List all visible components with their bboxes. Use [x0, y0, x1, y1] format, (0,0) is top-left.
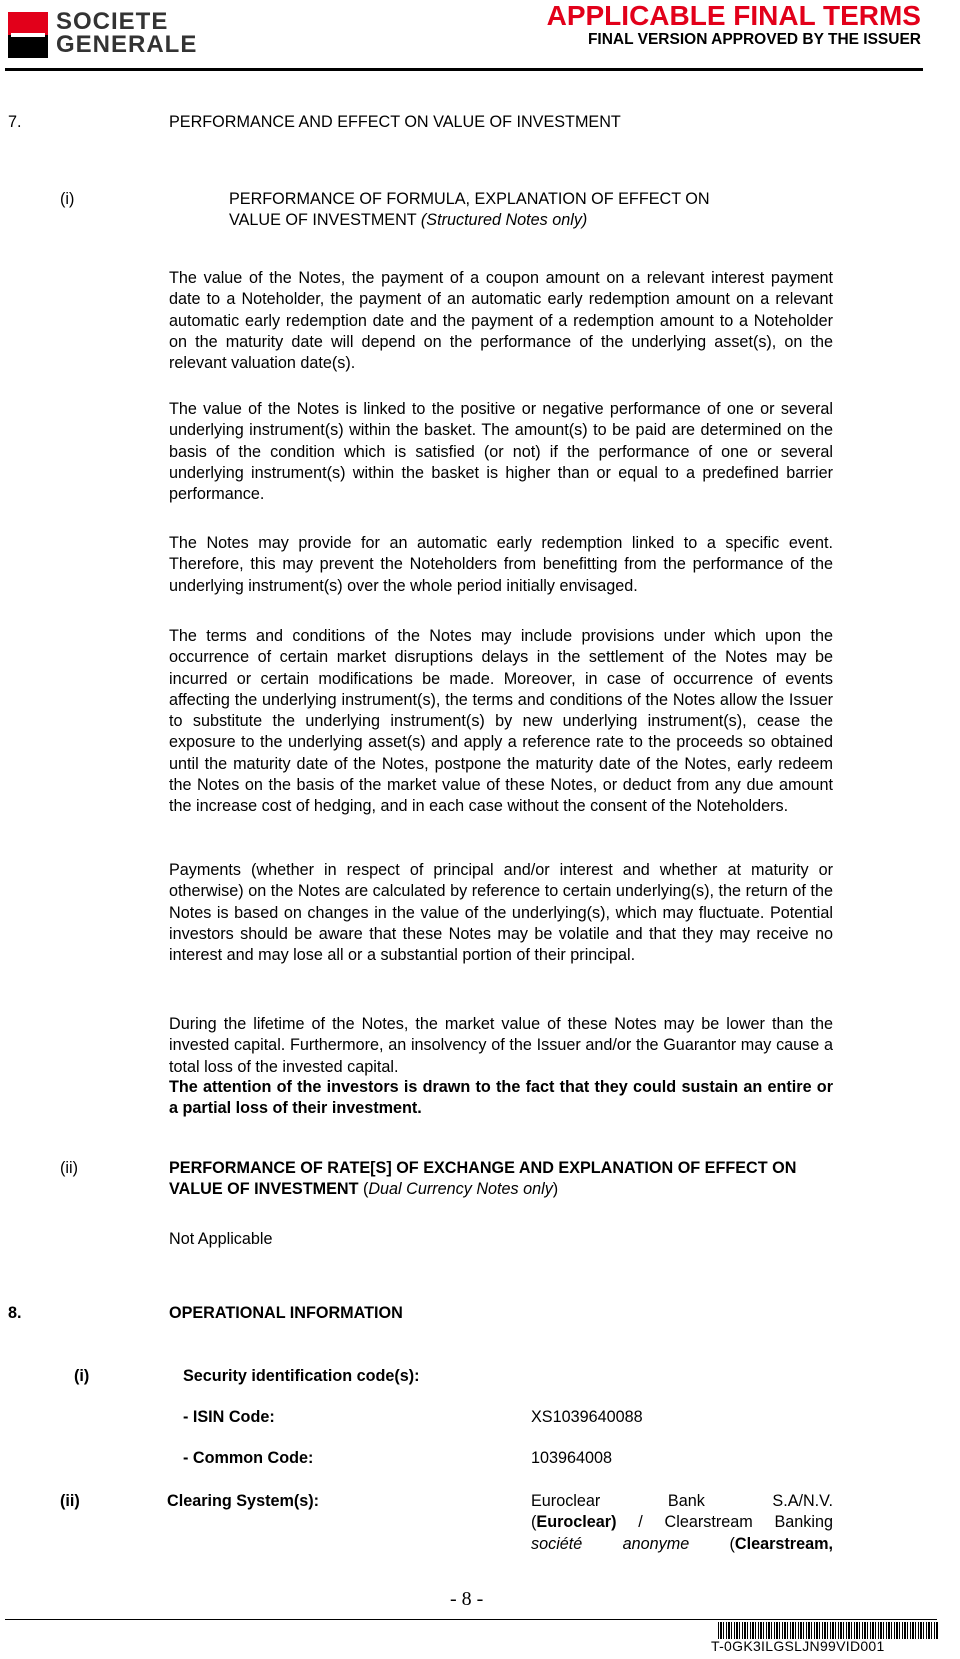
section-7-heading: PERFORMANCE AND EFFECT ON VALUE OF INVESTMENT — [169, 113, 621, 131]
societe-generale-logo-text: SOCIETE GENERALE — [56, 8, 198, 58]
paragraph-4: The terms and conditions of the Notes may include provisions under which upon the occurrence of certain market disruptions delays in the settlement of the Notes may be incurred or certain modifications be made. Moreover, in case of occurrence of events affecting the underlying instrument(s), the terms and conditions of the Notes allow the Issuer to substitute the underlying instrument(s) by new underlying instrument(s), cease the exposure to the underlying asset(s) and apply a reference rate to the proceeds so obtained until the maturity date of the Notes, postpone the maturity date of the Notes, early redeem the Notes on the basis of the market value of these Notes, or deduct from any due amount the increase cost of hedging, and in each case without the consent of the Noteholders. — [169, 627, 833, 816]
section-7-i-heading-qualifier: (Structured Notes only) — [420, 211, 588, 230]
section-8-number: 8. — [8, 1304, 22, 1322]
page-number: - 8 - — [450, 1588, 484, 1610]
paragraph-5: Payments (whether in respect of principal and/or interest and whether at maturity or otherwise) on the Notes are calculated by reference to certain underlying(s), the return of the Notes is based on changes in the value of the underlying(s), which may fluctuate. Potential investors should be aware that these Notes may be volatile and that they may receive no interest and may lose all or a substantial portion of their principal. — [169, 861, 833, 965]
document-subtitle: FINAL VERSION APPROVED BY THE ISSUER — [587, 31, 921, 48]
section-7-ii-value: Not Applicable — [169, 1230, 273, 1248]
section-7-ii-label: (ii) — [60, 1159, 78, 1177]
paragraph-3: The Notes may provide for an automatic early redemption linked to a specific event. Therefore, this may prevent the Noteholders from benefitting from the performance of the underlying instrument(s) over the whole period initially envisaged. — [169, 534, 833, 595]
paragraph-1: The value of the Notes, the payment of a coupon amount on a relevant interest payment date to a Noteholder, the payment of an automatic early redemption amount on a relevant automatic early redemption date and the payment of a redemption amount to a Noteholder on the maturity date will depend on the performance of the underlying asset(s), on the relevant valuation date(s). — [169, 269, 833, 373]
risk-warning: The attention of the investors is drawn to the fact that they could sustain an entire or a partial loss of their investment. — [169, 1078, 833, 1118]
common-code-value: 103964008 — [531, 1449, 613, 1467]
isin-value: XS1039640088 — [531, 1408, 643, 1426]
barcode-text: T-0GK3ILGSLJN99VID001 — [711, 1638, 885, 1654]
footer-divider — [5, 1619, 937, 1620]
section-8-ii-label: (ii) — [60, 1492, 80, 1510]
societe-generale-logo-mark — [8, 12, 48, 58]
section-7-i-label: (i) — [60, 190, 75, 208]
isin-label: - ISIN Code: — [183, 1408, 275, 1426]
header-divider — [5, 68, 923, 71]
section-8-heading: OPERATIONAL INFORMATION — [169, 1304, 403, 1322]
common-code-label: - Common Code: — [183, 1449, 314, 1467]
security-codes-heading: Security identification code(s): — [183, 1367, 420, 1385]
section-7-i-heading: PERFORMANCE OF FORMULA, EXPLANATION OF EFFECT ON VALUE OF INVESTMENT (Structured Notes only) — [229, 190, 710, 230]
paragraph-6: During the lifetime of the Notes, the market value of these Notes may be lower than the invested capital. Furthermore, an insolvency of the Issuer and/or the Guarantor may cause a total loss of the invested capital. — [169, 1015, 833, 1076]
barcode-image — [718, 1622, 938, 1639]
section-8-i-label: (i) — [74, 1367, 90, 1385]
paragraph-2: The value of the Notes is linked to the positive or negative performance of one or several underlying instrument(s) within the basket. The amount(s) to be paid are determined on the basis of the condition which is satisfied (or not) if the performance of one or several underlying instrument(s) within the basket is higher than or equal to a predefined barrier performance. — [169, 400, 833, 504]
document-title: APPLICABLE FINAL TERMS — [546, 0, 921, 31]
clearing-systems-value: Euroclear Bank S.A/N.V. (Euroclear) / Clearstream Banking société anonyme (Clearstream, — [531, 1492, 833, 1553]
section-7-number: 7. — [8, 113, 22, 131]
clearing-systems-label: Clearing System(s): — [167, 1492, 320, 1510]
section-7-ii-heading: PERFORMANCE OF RATE[S] OF EXCHANGE AND EXPLANATION OF EFFECT ON VALUE OF INVESTMENT (Dual Currency Notes only) — [169, 1159, 797, 1199]
